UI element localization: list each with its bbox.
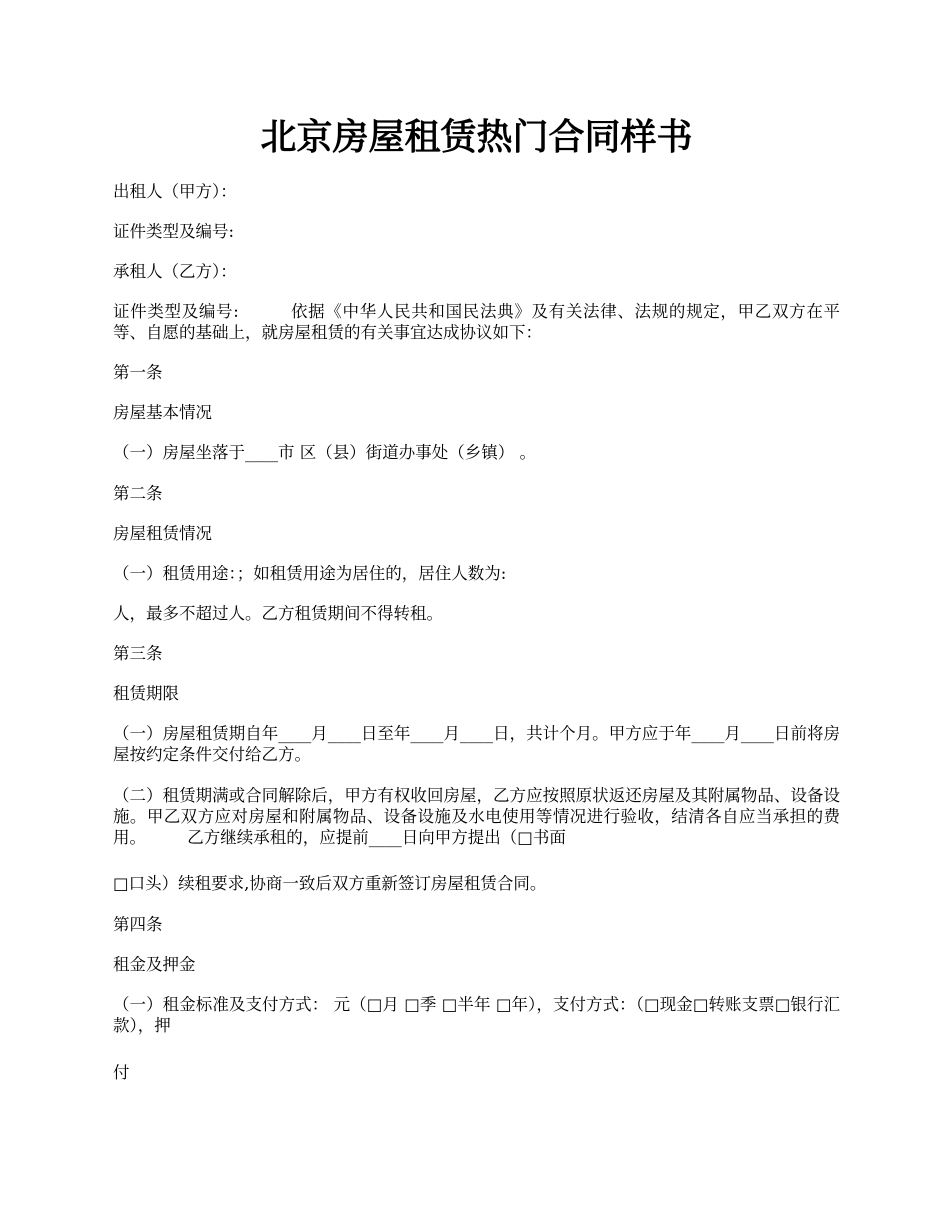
article-3-clause-2-continued: □口头）续租要求,协商一致后双方重新签订房屋租赁合同。 — [113, 874, 547, 893]
document-title: 北京房屋租赁热门合同样书 — [260, 116, 693, 158]
article-1-heading: 第一条 — [113, 363, 163, 382]
lessor-line: 出租人（甲方）： — [113, 182, 237, 201]
lessor-id-line: 证件类型及编号: — [113, 222, 235, 241]
article-4-title: 租金及押金 — [113, 955, 196, 974]
article-2-clause-1: （一）租赁用途：；如租赁用途为居住的，居住人数为: — [113, 564, 507, 583]
article-2-title: 房屋租赁情况 — [113, 524, 212, 543]
preamble-paragraph: 证件类型及编号: 依据《中华人民共和国民法典》及有关法律、法规的规定，甲乙双方在平等、自愿的基础上，就房屋租赁的有关事宜达成协议如下： — [113, 302, 840, 342]
article-4-clause-1: （一）租金标准及支付方式： 元（□月 □季 □半年 □年），支付方式：（□现金□转账支票□银行汇款），押 — [113, 995, 840, 1035]
article-4-clause-1-continued: 付 — [113, 1063, 130, 1082]
article-3-clause-1: （一）房屋租赁期自年____月____日至年____月____日，共计个月。甲方应于年____月____日前将房屋按约定条件交付给乙方。 — [113, 724, 840, 764]
article-3-heading: 第三条 — [113, 644, 163, 663]
article-1-title: 房屋基本情况 — [113, 403, 212, 422]
article-1-clause-1: （一）房屋坐落于____市 区（县）街道办事处（乡镇） 。 — [113, 443, 536, 462]
article-3-clause-2: （二）租赁期满或合同解除后，甲方有权收回房屋，乙方应按照原状返还房屋及其附属物品、设备设施。甲乙双方应对房屋和附属物品、设备设施及水电使用等情况进行验收，结清各自应当承担的费用。 乙方继续承租的，应提前____日向甲方提出（□书面 — [113, 786, 840, 847]
article-2-heading: 第二条 — [113, 484, 163, 503]
lessee-line: 承租人（乙方）： — [113, 262, 237, 281]
article-3-title: 租赁期限 — [113, 684, 179, 703]
article-2-clause-1-continued: 人，最多不超过人。乙方租赁期间不得转租。 — [113, 604, 443, 623]
article-4-heading: 第四条 — [113, 915, 163, 934]
